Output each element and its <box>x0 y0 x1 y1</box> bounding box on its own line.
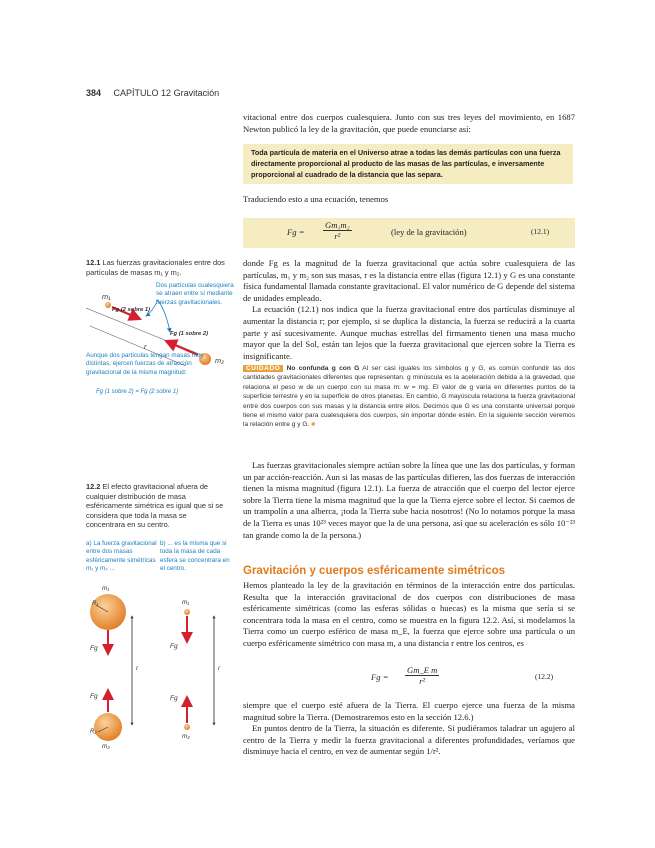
equation-12-2 <box>243 663 575 693</box>
eq1-numerator: Gm₁m₂ <box>325 220 350 230</box>
m2-label: m₂ <box>215 356 224 365</box>
figure-12-1-number: 12.1 <box>86 258 101 267</box>
closing-paragraphs <box>243 700 575 758</box>
particle-m1 <box>105 302 111 308</box>
body-paragraphs <box>243 258 575 362</box>
eq1-label: (ley de la gravitación) <box>391 227 467 237</box>
fig2b-m1: m₁ <box>182 599 190 606</box>
paragraph-where: donde Fg es la magnitud de la fuerza gravitacional que actúa sobre cualesquiera de las partículas, m₁ y m₂ son sus masas, r es la distancia entre ellas (figura 12.1) y G es una constante física fundamental llamada constante gravitacional. El valor numérico de G depende del sistema de unidades empleado. <box>243 258 575 303</box>
fig2a-fg-top: Fg <box>90 645 98 652</box>
caution-text: Al ser casi iguales los símbolos g y G, es común confundir las dos cantidades gravitacionales diferentes que representan. g minúscula es la aceleración debida a la gravedad, que relaciona el peso w de un cuerpo con su masa m: w = mg. El valor de g varía en diferentes puntos de la superficie terrestre y en la superficie de otros planetas. En cambio, G mayúscula relaciona la fuerza gravitacional entre dos cuerpos con sus masas y la distancia entre ellos. Decimos que G es una constante universal porque tiene el mismo valor para cualesquiera dos cuerpos, sin importar dónde estén. En la siguiente sección veremos la relación entre g y G. <box>243 365 575 429</box>
fig2-part-b-text: b) ... es la misma que si toda la masa de cada esfera se concentrara en el centro. <box>160 540 230 573</box>
fig2b-fg-top: Fg <box>170 643 178 650</box>
fig2a-R2: R₂ <box>90 729 97 735</box>
paragraph-equation: La ecuación (12.1) nos indica que la fuerza gravitacional entre dos partículas disminuye al aumentar la distancia r; por ejemplo, si se duplica la distancia, la fuerza se reducirá a la cuarta parte y así sucesivamente. Aunque muchas estrellas del firmamento tienen una masa mucho mayor que la del Sol, están tan lejos que la fuerza gravitacional que ejercen sobre la Tierra es insignificante. <box>243 304 575 361</box>
end-square-icon: ■ <box>311 421 316 429</box>
eq2-lhs: Fg = <box>371 672 389 682</box>
fig2b-r: r <box>218 665 221 672</box>
figure-12-2-text: El efecto gravitacional afuera de cualquier distribución de masa esféricamente simétrica es igual que si se considera que toda la masa se concentrara en su centro. <box>86 482 224 530</box>
fig2a-R1: R₁ <box>92 601 99 607</box>
chapter-title: CAPÍTULO 12 Gravitación <box>113 88 220 98</box>
paragraph-outside: siempre que el cuerpo esté afuera de la Tierra. El cuerpo ejerce una fuerza de la misma magnitud sobre la Tierra. (Demostraremos esto en la sección 12.6.) <box>243 700 575 722</box>
caution-title: No confunda g con G <box>286 365 360 372</box>
figure-12-2-number: 12.2 <box>86 482 101 491</box>
f12-label: Fg (1 sobre 2) <box>170 331 209 337</box>
intro-paragraph: vitacional entre dos cuerpos cualesquiera. Junto con sus tres leyes del movimiento, en 1687 Newton publicó la ley de la gravitación, que puede enunciarse así: <box>243 112 575 134</box>
paragraph-inside: En puntos dentro de la Tierra, la situación es diferente. Si pudiéramos taladrar un agujero al centro de la Tierra y medir la fuerza gravitacional a diferentes profundidades, veríamos que disminuye hacia el centro, en vez de aumentar según 1/r². <box>243 723 575 757</box>
fig1-note-top: Dos partículas cualesquiera se atraen entre sí mediante fuerzas gravitacionales. <box>156 282 234 306</box>
fig2b-m2: m₂ <box>182 733 190 740</box>
caution-tag: CUIDADO <box>243 365 283 372</box>
eq2-denominator: r² <box>419 676 426 686</box>
eq2-number: (12.2) <box>535 672 554 681</box>
r-label: r <box>144 342 147 351</box>
figure-12-1 <box>86 282 236 402</box>
figure-12-2-caption <box>86 482 226 530</box>
forces-paragraph: Las fuerzas gravitacionales siempre actúan sobre la línea que une las dos partículas, y forman un par acción-reacción. Aun si las masas de las partículas difieren, las dos fuerzas de interacción tienen la misma magnitud (figura 12.1). La fuerza de atracción que el cuerpo del lector ejerce sobre la Tierra tiene la misma magnitud que la que la Tierra ejerce sobre el lector. Si caemos de un trampolín a una alberca, ¡toda la Tierra sube hacia nosotros! (No lo notamos porque la masa de la Tierra es unas 10²³ veces mayor que la de una persona, así que su aceleración es sólo 10⁻²³ tan grande como la de la persona.) <box>243 460 575 540</box>
equation-12-1 <box>243 218 575 248</box>
point-mass-2 <box>184 724 190 730</box>
translating-text: Traduciendo esto a una ecuación, tenemos <box>243 194 389 204</box>
figure-12-2 <box>86 582 236 752</box>
page-header <box>86 88 219 98</box>
page-number: 384 <box>86 88 102 98</box>
fig2a-r: r <box>136 665 139 672</box>
eq1-lhs: Fg = <box>287 227 305 237</box>
fig2-part-a-text: a) La fuerza gravitacional entre dos masas esféricamente simétricas m₁ y m₂ ... <box>86 540 157 573</box>
eq1-number: (12.1) <box>531 227 550 236</box>
fig1-equality: Fg (1 sobre 2) = Fg (2 sobre 1) <box>96 389 179 395</box>
eq1-denominator: r² <box>334 231 341 241</box>
point-mass-1 <box>184 609 190 615</box>
section-title: Gravitación y cuerpos esféricamente simétricos <box>243 565 506 577</box>
fig2a-fg-bottom: Fg <box>90 693 98 700</box>
figure-12-1-text: Las fuerzas gravitacionales entre dos partículas de masas m₁ y m₂. <box>86 258 225 277</box>
gravitation-law-box: Toda partícula de materia en el Universo atrae a todas las demás partículas con una fuerza directamente proporcional al producto de las masas de las partículas, e inversamente proporcional al cuadrado de la distancia que las separa. <box>243 144 573 184</box>
eq2-fraction <box>405 665 439 686</box>
spheres-paragraph: Hemos planteado la ley de la gravitación en términos de la interacción entre dos partículas. Resulta que la interacción gravitacional de dos cuerpos con distribuciones de masa esféricamente simétricas (como las esferas sólidas o huecas) es la misma que sería si se concentrara toda la masa en el centro, como se muestra en la figura 12.2. Así, si modelamos la Tierra como un cuerpo esférico de masa m_E, la fuerza que ejerce sobre una partícula o un cuerpo esféricamente simétrico con masa m, a una distancia r entre los centros, es <box>243 580 575 648</box>
fig2b-fg-bottom: Fg <box>170 695 178 702</box>
fig2a-m1: m₁ <box>102 585 110 592</box>
figure-12-2-diagram <box>86 582 236 752</box>
eq2-numerator: Gm_E m <box>407 665 438 675</box>
m1-label: m₁ <box>102 292 111 301</box>
caution-note <box>243 364 575 430</box>
figure-12-1-caption <box>86 258 226 277</box>
f21-label: Fg (2 sobre 1) <box>112 307 151 313</box>
eq1-fraction <box>323 220 352 241</box>
fig2a-m2: m₂ <box>102 743 110 750</box>
fig1-note-bottom: Aunque dos partículas tengan masas muy distintas, ejercen fuerzas de atracción gravitacional de la misma magnitud: <box>86 352 204 376</box>
